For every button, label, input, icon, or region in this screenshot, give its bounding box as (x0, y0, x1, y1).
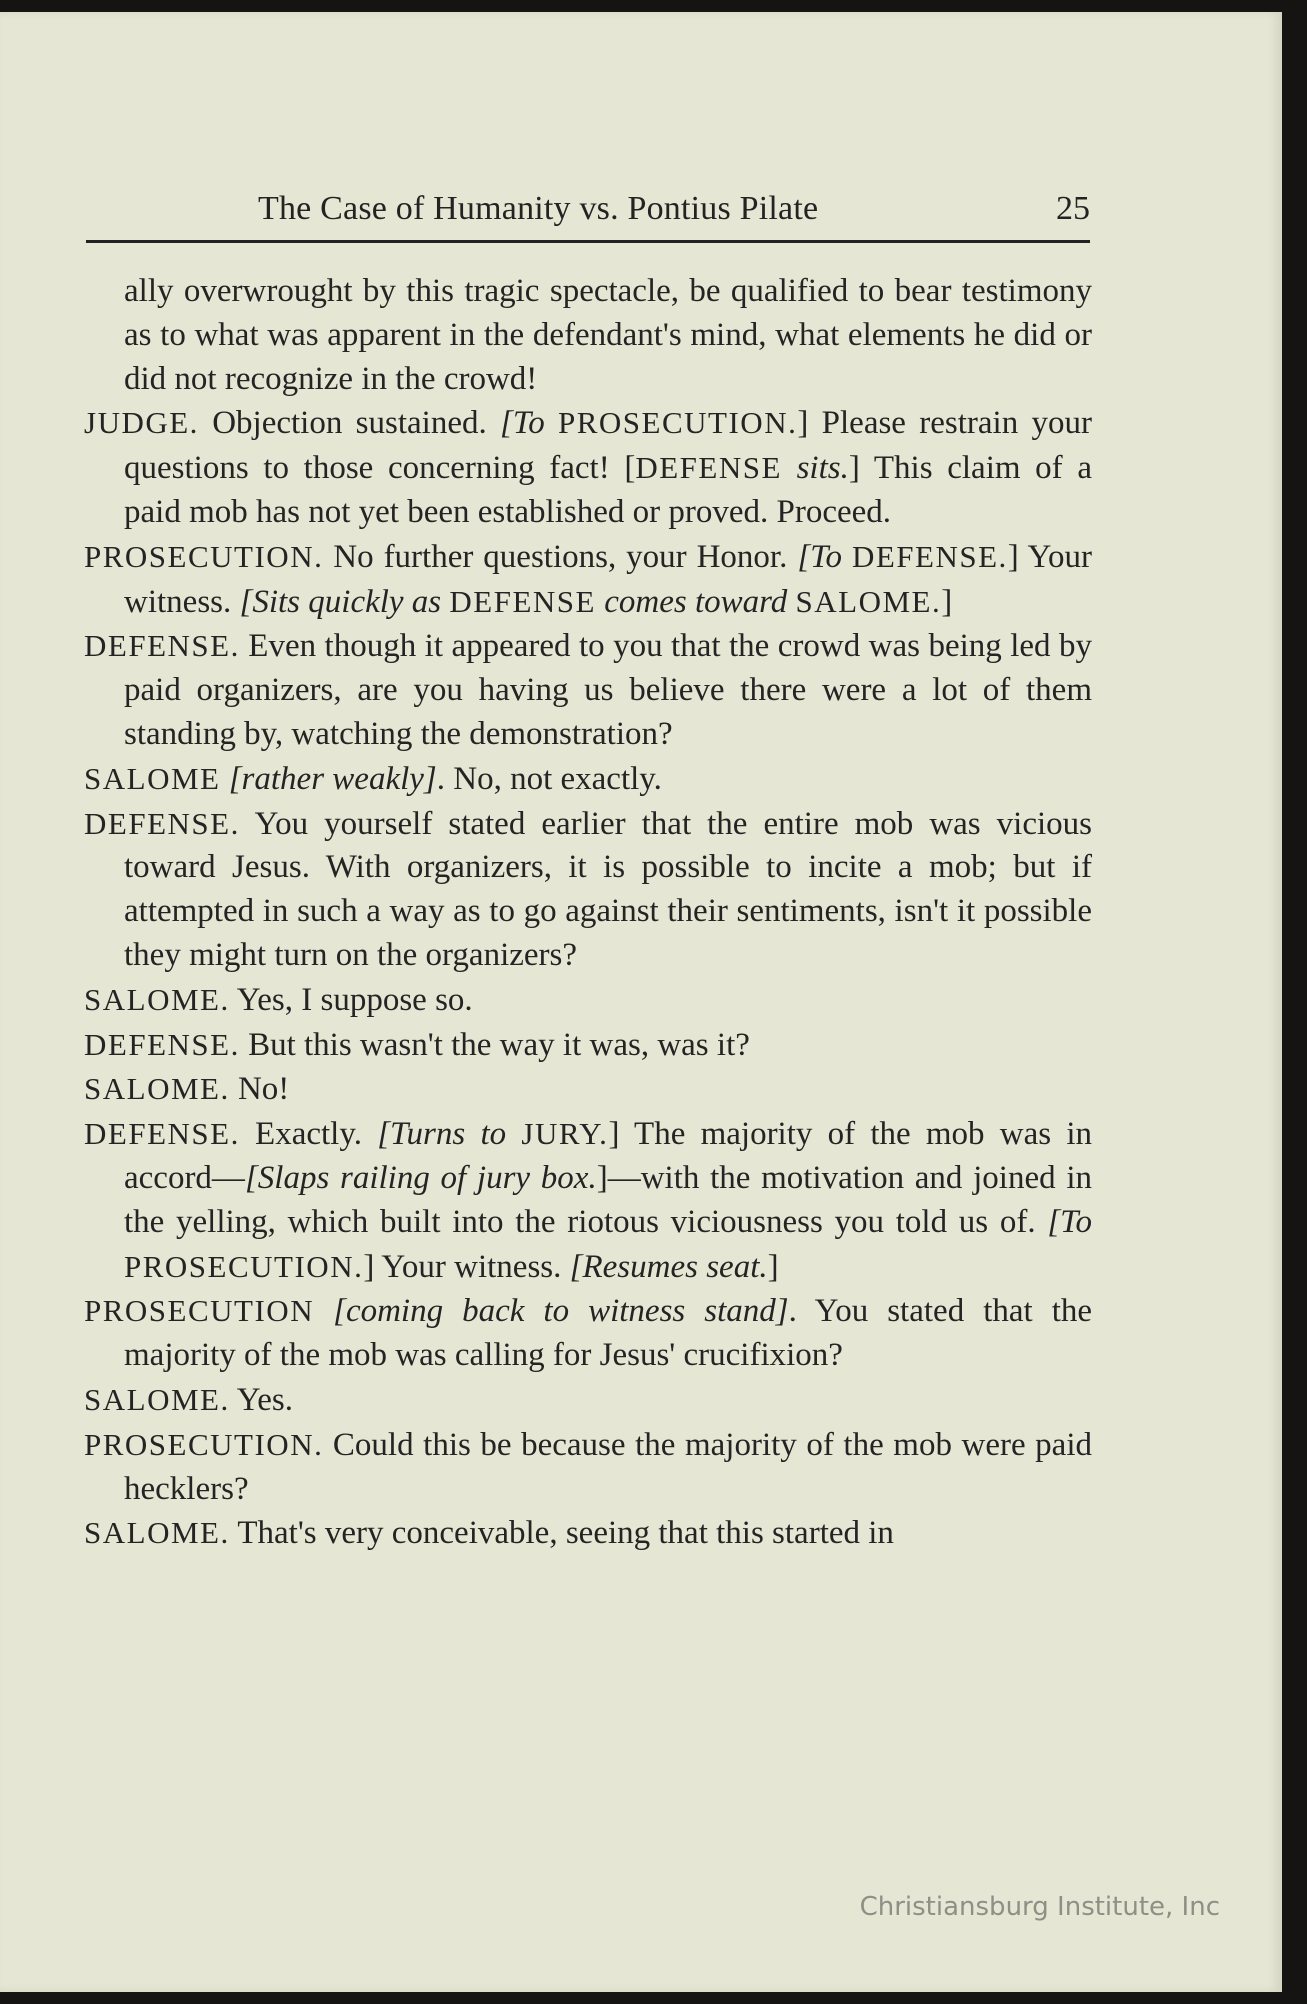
speaker-name: DEFENSE. (84, 805, 240, 841)
speech-salome: SALOME [rather weakly]. No, not exactly. (84, 760, 662, 797)
speech-defense: DEFENSE. But this wasn't the way it was, was it? (84, 1026, 750, 1063)
speaker-name: SALOME (84, 760, 221, 796)
speaker-name: JUDGE. (84, 405, 199, 441)
watermark: Christiansburg Institute, Inc (859, 1892, 1220, 1922)
speaker-name: DEFENSE. (84, 1116, 240, 1152)
page-header (86, 184, 1090, 243)
speech-prosecution: PROSECUTION. No further questions, your Honor. [To DEFENSE.] Your witness. [Sits quickly as DEFENSE comes toward SALOME.] (84, 538, 1092, 620)
page-number: 25 (1056, 190, 1090, 227)
speech-salome: SALOME. Yes, I suppose so. (84, 981, 473, 1018)
speech-defense: DEFENSE. Exactly. [Turns to JURY.] The majority of the mob was in accord—[Slaps railing of jury box.]—with the motivation and joined in the yelling, which built into the riotous viciousness you told us of. [To PROSECUTION.] Your witness. [Resumes seat.] (84, 1116, 1092, 1285)
speaker-name: SALOME. (84, 1381, 230, 1417)
speaker-name: PROSECUTION. (84, 538, 324, 574)
speaker-name: PROSECUTION. (84, 1426, 324, 1462)
speech-prosecution: PROSECUTION [coming back to witness stand]. You stated that the majority of the mob was calling for Jesus' crucifixion? (84, 1293, 1093, 1374)
speaker-name: PROSECUTION (84, 1293, 315, 1329)
speech-defense: DEFENSE. Even though it appeared to you that the crowd was being led by paid organizers, are you having us believe there were a lot of them standing by, watching the demonstration? (84, 628, 1092, 752)
speaker-name: DEFENSE. (84, 628, 240, 664)
speaker-name: DEFENSE. (84, 1026, 240, 1062)
speaker-name: SALOME. (84, 1071, 230, 1107)
speaker-name: SALOME. (84, 981, 230, 1017)
speech-salome: SALOME. That's very conceivable, seeing that this started in (84, 1515, 894, 1552)
speech-prosecution: PROSECUTION. Could this be because the majority of the mob were paid hecklers? (84, 1426, 1092, 1507)
speech-salome: SALOME. No! (84, 1071, 290, 1108)
book-page (0, 12, 1282, 1992)
paragraph-continuation: ally overwrought by this tragic spectacle, be qualified to bear testimony as to what was apparent in the defendant's mind, what elements he did or did not recognize in the crowd! (124, 273, 1092, 397)
running-head: The Case of Humanity vs. Pontius Pilate (258, 190, 819, 227)
speech-salome: SALOME. Yes. (84, 1381, 293, 1418)
play-text (84, 270, 1092, 1556)
speech-defense: DEFENSE. You yourself stated earlier that the entire mob was vicious toward Jesus. With organizers, it is possible to incite a mob; but if attempted in such a way as to go against their sentiments, isn't it possible they might turn on the organizers? (84, 805, 1092, 973)
speech-judge: JUDGE. Objection sustained. [To PROSECUTION.] Please restrain your questions to those concerning fact! [DEFENSE sits.] This claim of a paid mob has not yet been established or proved. Proceed. (84, 405, 1092, 530)
speaker-name: SALOME. (84, 1515, 230, 1551)
